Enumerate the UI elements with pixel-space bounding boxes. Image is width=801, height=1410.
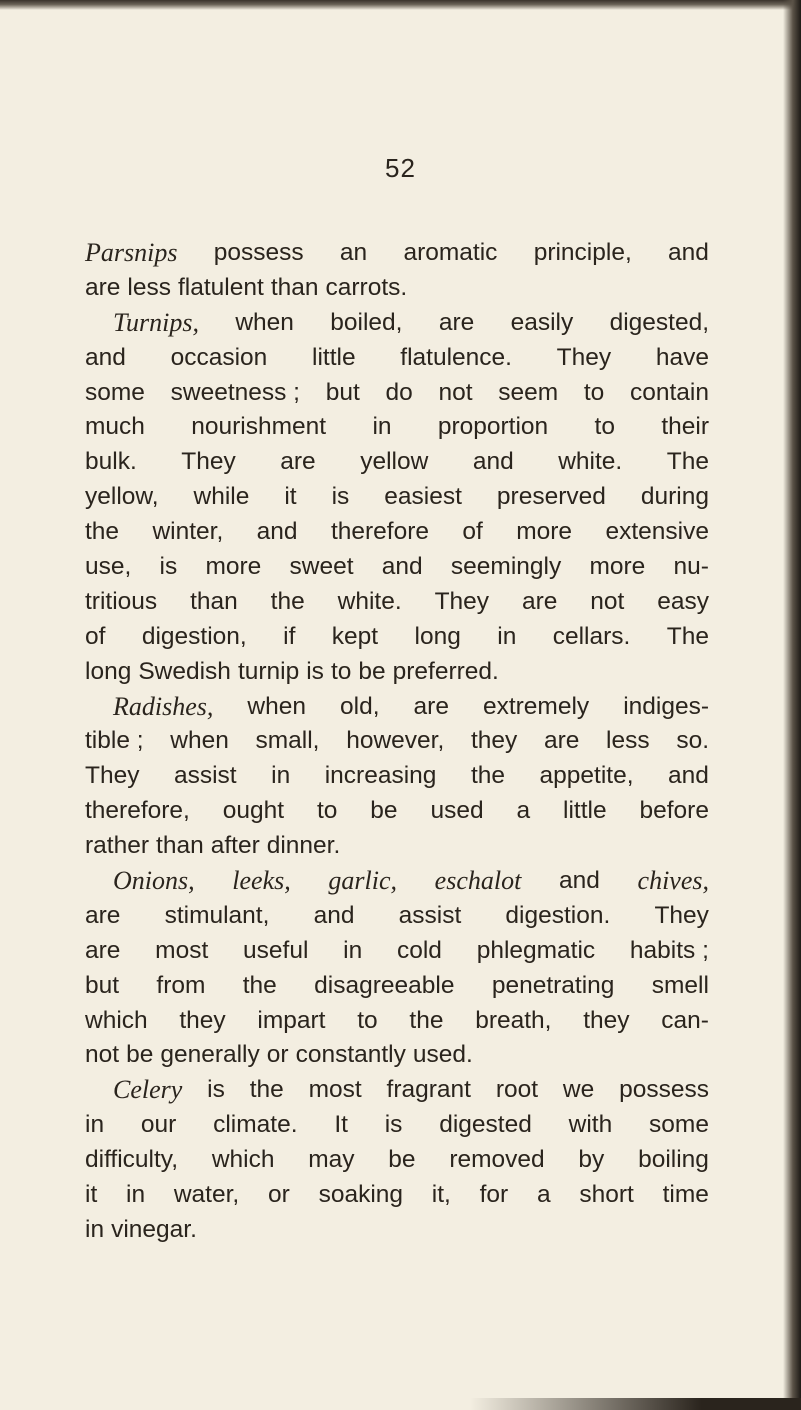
word: sweetness ; bbox=[170, 378, 300, 406]
word: penetrating bbox=[491, 971, 615, 999]
word: smell bbox=[651, 971, 709, 999]
italic-term: leeks, bbox=[232, 866, 291, 896]
word: flatulent bbox=[178, 273, 264, 301]
page-binding-edge bbox=[783, 0, 801, 1410]
text-line bbox=[85, 794, 709, 829]
word: ought bbox=[222, 797, 285, 825]
word: the bbox=[249, 1076, 284, 1104]
word: and bbox=[85, 343, 126, 371]
word: of bbox=[85, 622, 106, 650]
word: Swedish bbox=[138, 657, 231, 685]
word: from bbox=[156, 971, 206, 999]
word: may bbox=[308, 1146, 355, 1174]
word: possess bbox=[619, 1076, 709, 1104]
word: The bbox=[666, 622, 709, 650]
word: is bbox=[159, 553, 178, 581]
word: therefore bbox=[330, 518, 429, 546]
text-line bbox=[85, 934, 709, 969]
word: turnip bbox=[237, 657, 300, 685]
word: They bbox=[556, 343, 612, 371]
word: some bbox=[649, 1111, 709, 1139]
word: for bbox=[479, 1181, 509, 1209]
word: digestion. bbox=[505, 901, 611, 929]
word: nu- bbox=[673, 553, 709, 581]
word: more bbox=[516, 518, 573, 546]
word: tritious bbox=[85, 587, 158, 615]
word: are bbox=[543, 727, 580, 755]
text-line bbox=[85, 655, 709, 690]
word: their bbox=[661, 413, 709, 441]
word: it, bbox=[431, 1181, 451, 1209]
text-line bbox=[85, 585, 709, 620]
text-line bbox=[85, 515, 709, 550]
text-line bbox=[85, 969, 709, 1004]
word: the bbox=[409, 1006, 444, 1034]
italic-term: Radishes, bbox=[113, 691, 214, 721]
word: or bbox=[266, 1041, 289, 1069]
word: in bbox=[271, 762, 291, 790]
word: easiest bbox=[384, 483, 462, 511]
text-line bbox=[85, 480, 709, 515]
word: The bbox=[666, 448, 709, 476]
word: to bbox=[594, 413, 615, 441]
body-text bbox=[85, 236, 709, 1248]
word: They bbox=[654, 901, 709, 929]
word: They bbox=[85, 762, 140, 790]
word: removed bbox=[449, 1146, 545, 1174]
word: are bbox=[413, 692, 449, 720]
word: use, bbox=[85, 553, 132, 581]
word: they bbox=[179, 1006, 226, 1034]
word: dinner. bbox=[266, 832, 341, 860]
word: They bbox=[434, 587, 490, 615]
word: and bbox=[472, 448, 514, 476]
word: They bbox=[181, 448, 236, 476]
word: digested bbox=[439, 1111, 532, 1139]
word: habits ; bbox=[629, 936, 709, 964]
italic-term: Turnips, bbox=[113, 307, 199, 337]
word: and bbox=[313, 901, 355, 929]
word: breath, bbox=[475, 1006, 552, 1034]
text-line bbox=[85, 620, 709, 655]
page-number: 52 bbox=[385, 153, 416, 183]
word: yellow bbox=[360, 448, 429, 476]
word: little bbox=[312, 343, 356, 371]
word: during bbox=[640, 483, 709, 511]
word: digested, bbox=[609, 308, 709, 336]
word: do bbox=[385, 378, 413, 406]
word: short bbox=[579, 1181, 634, 1209]
word: in bbox=[85, 1111, 105, 1139]
word: our bbox=[140, 1111, 177, 1139]
word: flatulence. bbox=[400, 343, 512, 371]
word: more bbox=[205, 553, 262, 581]
word: to bbox=[357, 1006, 378, 1034]
word: the bbox=[470, 762, 505, 790]
word: old, bbox=[340, 692, 380, 720]
word: extremely bbox=[482, 692, 590, 720]
word: not bbox=[590, 587, 625, 615]
word: assist bbox=[173, 762, 237, 790]
text-line bbox=[85, 445, 709, 480]
italic-term: Celery bbox=[113, 1075, 183, 1105]
text-line bbox=[85, 1143, 709, 1178]
word: to bbox=[330, 657, 352, 685]
word: in bbox=[497, 622, 517, 650]
word: in bbox=[85, 1215, 105, 1243]
word: disagreeable bbox=[314, 971, 455, 999]
text-line bbox=[85, 550, 709, 585]
word: preferred. bbox=[392, 657, 499, 685]
word: the bbox=[242, 971, 277, 999]
word: generally bbox=[160, 1041, 260, 1069]
word: bulk. bbox=[85, 448, 137, 476]
word: are bbox=[85, 901, 121, 929]
word: and bbox=[256, 518, 298, 546]
word: of bbox=[462, 518, 483, 546]
text-line bbox=[85, 1038, 709, 1073]
text-line bbox=[85, 341, 709, 376]
word: winter, bbox=[152, 518, 224, 546]
word: proportion bbox=[437, 413, 549, 441]
word: in bbox=[372, 413, 392, 441]
word: soaking bbox=[318, 1181, 404, 1209]
italic-term: eschalot bbox=[434, 866, 522, 896]
word: it bbox=[85, 1181, 98, 1209]
word: the bbox=[85, 518, 120, 546]
word: white. bbox=[558, 448, 623, 476]
word: cellars. bbox=[552, 622, 631, 650]
text-line bbox=[85, 1178, 709, 1213]
text-line bbox=[85, 724, 709, 759]
word: be bbox=[358, 657, 386, 685]
word: not bbox=[85, 1041, 120, 1069]
word: more bbox=[589, 553, 646, 581]
word: so. bbox=[676, 727, 709, 755]
word: long bbox=[414, 622, 461, 650]
word: is bbox=[331, 483, 350, 511]
word: are bbox=[438, 308, 475, 336]
word: after bbox=[210, 832, 260, 860]
word: white. bbox=[337, 587, 402, 615]
word: most bbox=[155, 936, 209, 964]
word: little bbox=[563, 797, 607, 825]
word: climate. bbox=[213, 1111, 298, 1139]
word: are bbox=[280, 448, 316, 476]
word: small, bbox=[255, 727, 320, 755]
word: cold bbox=[396, 936, 442, 964]
italic-term: garlic, bbox=[328, 866, 398, 896]
word: than bbox=[190, 587, 238, 615]
word: than bbox=[156, 832, 204, 860]
word: and bbox=[668, 239, 709, 266]
word: yellow, bbox=[85, 483, 159, 511]
text-line bbox=[85, 829, 709, 864]
word: we bbox=[562, 1076, 595, 1104]
text-line bbox=[85, 376, 709, 411]
word: by bbox=[578, 1146, 605, 1174]
word: boiled, bbox=[330, 308, 403, 336]
word: It bbox=[334, 1111, 348, 1139]
word: constantly bbox=[295, 1041, 406, 1069]
word: when bbox=[247, 692, 306, 720]
word: stimulant, bbox=[164, 901, 270, 929]
word: an bbox=[339, 239, 368, 266]
word: in bbox=[343, 936, 363, 964]
word: in bbox=[126, 1181, 146, 1209]
text-line bbox=[85, 1213, 709, 1248]
text-line bbox=[85, 759, 709, 794]
word: fragrant bbox=[386, 1076, 471, 1104]
word: while bbox=[193, 483, 250, 511]
word: possess bbox=[213, 239, 304, 266]
word: a bbox=[516, 797, 531, 825]
word: a bbox=[536, 1181, 551, 1209]
word: root bbox=[495, 1076, 539, 1104]
word: to bbox=[316, 797, 338, 825]
word: some bbox=[85, 378, 145, 406]
word: carrots. bbox=[325, 273, 408, 301]
word: and bbox=[668, 762, 709, 790]
word: useful bbox=[243, 936, 309, 964]
word: assist bbox=[398, 901, 462, 929]
text-line bbox=[85, 271, 709, 306]
word: to bbox=[583, 378, 605, 406]
word: principle, bbox=[533, 239, 632, 266]
word: be bbox=[370, 797, 398, 825]
word: occasion bbox=[170, 343, 268, 371]
word: increasing bbox=[324, 762, 437, 790]
word: aromatic bbox=[403, 239, 498, 266]
word: the bbox=[270, 587, 305, 615]
word: appetite, bbox=[539, 762, 634, 790]
word: and bbox=[558, 867, 600, 895]
word: is bbox=[306, 657, 324, 685]
italic-term: Onions, bbox=[113, 866, 195, 896]
word: therefore, bbox=[85, 797, 190, 825]
word: if bbox=[283, 622, 296, 650]
word: kept bbox=[331, 622, 379, 650]
word: when bbox=[235, 308, 294, 336]
text-line bbox=[85, 1108, 709, 1143]
word: but bbox=[325, 378, 360, 406]
text-line bbox=[85, 899, 709, 934]
word: preserved bbox=[496, 483, 606, 511]
word: less bbox=[127, 273, 171, 301]
word: rather bbox=[85, 832, 150, 860]
word: digestion, bbox=[141, 622, 247, 650]
italic-term: chives, bbox=[637, 866, 709, 896]
word: can- bbox=[661, 1006, 709, 1034]
word: be bbox=[388, 1146, 416, 1174]
word: less bbox=[606, 727, 650, 755]
word: or bbox=[268, 1181, 290, 1209]
text-line bbox=[85, 306, 709, 341]
word: have bbox=[655, 343, 709, 371]
word: is bbox=[384, 1111, 403, 1139]
word: seemingly bbox=[450, 553, 562, 581]
word: contain bbox=[629, 378, 709, 406]
word: with bbox=[568, 1111, 613, 1139]
word: impart bbox=[257, 1006, 326, 1034]
word: which bbox=[85, 1006, 148, 1034]
word: they bbox=[583, 1006, 630, 1034]
word: water, bbox=[173, 1181, 240, 1209]
word: seem bbox=[498, 378, 559, 406]
word: long bbox=[85, 657, 132, 685]
word: not bbox=[438, 378, 473, 406]
word: sweet bbox=[289, 553, 354, 581]
page-top-edge bbox=[0, 0, 801, 10]
word: most bbox=[308, 1076, 362, 1104]
word: vinegar. bbox=[111, 1215, 197, 1243]
word: tible ; bbox=[85, 727, 144, 755]
word: time bbox=[662, 1181, 709, 1209]
word: be bbox=[126, 1041, 154, 1069]
word: but bbox=[85, 971, 120, 999]
word: phlegmatic bbox=[476, 936, 596, 964]
text-line bbox=[85, 236, 709, 271]
word: used. bbox=[412, 1041, 473, 1069]
word: are bbox=[521, 587, 558, 615]
text-line bbox=[85, 410, 709, 445]
text-line bbox=[85, 1004, 709, 1039]
text-line bbox=[85, 864, 709, 899]
word: nourishment bbox=[191, 413, 327, 441]
word: much bbox=[85, 413, 145, 441]
word: easily bbox=[510, 308, 574, 336]
word: are bbox=[85, 273, 121, 301]
word: are bbox=[85, 936, 121, 964]
text-line bbox=[85, 690, 709, 725]
word: is bbox=[207, 1076, 225, 1104]
word: before bbox=[639, 797, 709, 825]
text-line bbox=[85, 1073, 709, 1108]
word: boiling bbox=[638, 1146, 709, 1174]
word: however, bbox=[346, 727, 445, 755]
word: easy bbox=[657, 587, 709, 615]
word: they bbox=[470, 727, 518, 755]
word: extensive bbox=[605, 518, 709, 546]
word: used bbox=[430, 797, 484, 825]
page-bottom-edge bbox=[470, 1398, 801, 1410]
word: it bbox=[284, 483, 297, 511]
word: than bbox=[270, 273, 319, 301]
word: which bbox=[211, 1146, 275, 1174]
word: difficulty, bbox=[85, 1146, 179, 1174]
italic-term: Parsnips bbox=[85, 238, 178, 267]
word: and bbox=[381, 553, 423, 581]
word: when bbox=[170, 727, 229, 755]
word: indiges- bbox=[623, 692, 709, 720]
